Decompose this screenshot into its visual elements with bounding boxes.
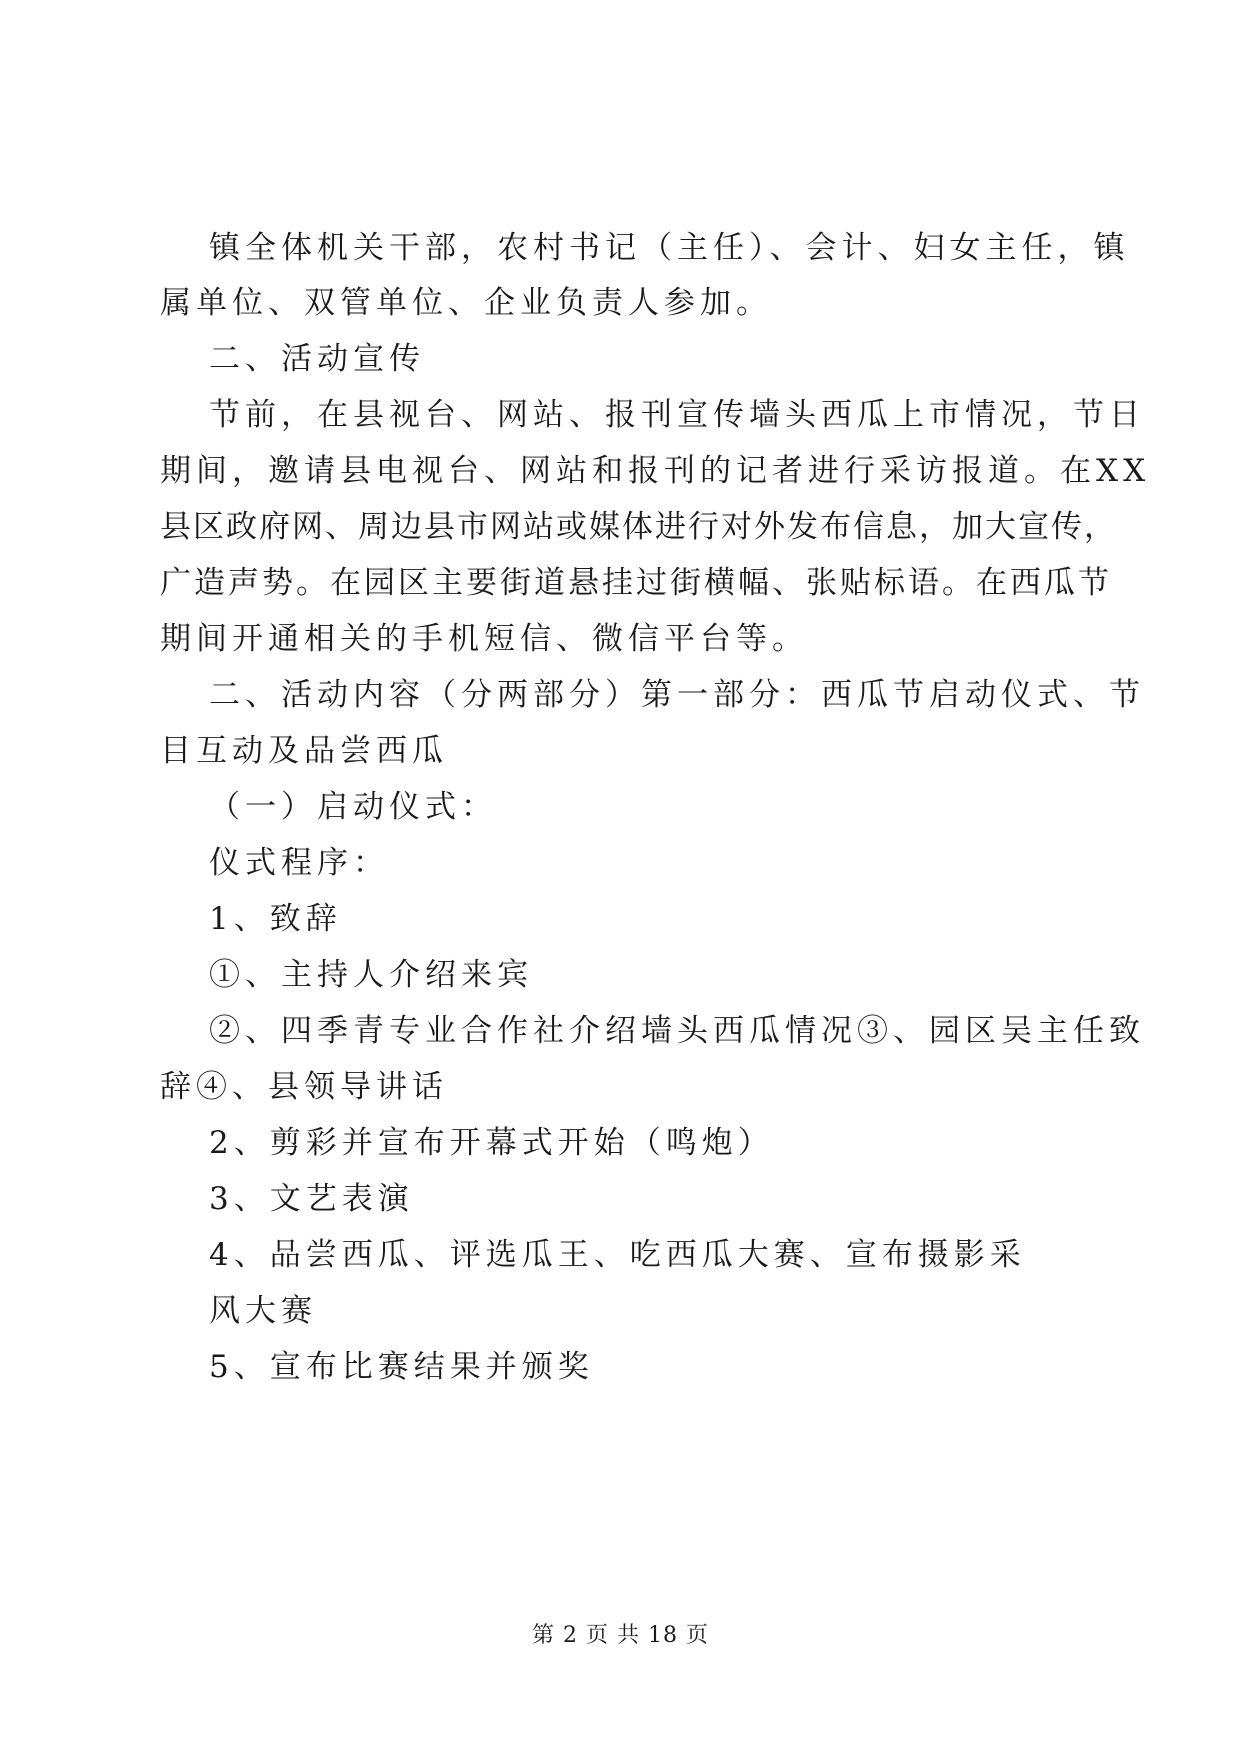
paragraph-line: 目互动及品尝西瓜 <box>160 733 448 769</box>
paragraph-line: 期间开通相关的手机短信、微信平台等。 <box>160 621 808 657</box>
paragraph-line: 县区政府网、周边县市网站或媒体进行对外发布信息，加大宣传， <box>160 509 1117 545</box>
paragraph-line: 节前，在县视台、网站、报刊宣传墙头西瓜上市情况，节日 <box>209 397 1145 433</box>
list-item: 风大赛 <box>209 1293 317 1329</box>
paragraph-line: 广造声势。在园区主要街道悬挂过街横幅、张贴标语。在西瓜节 <box>160 565 1112 601</box>
section-heading: 二、活动宣传 <box>209 341 425 377</box>
list-item: 4、品尝西瓜、评选瓜王、吃西瓜大赛、宣布摄影采 <box>209 1237 1026 1273</box>
paragraph-line: 属单位、双管单位、企业负责人参加。 <box>160 285 772 321</box>
subsection-heading: （一）启动仪式： <box>209 789 497 825</box>
list-item: ①、主持人介绍来宾 <box>209 957 533 993</box>
section-heading: 二、活动内容（分两部分）第一部分：西瓜节启动仪式、节 <box>209 677 1145 713</box>
list-item: 2、剪彩并宣布开幕式开始（鸣炮） <box>209 1125 774 1161</box>
list-item: 1、致辞 <box>209 901 342 937</box>
list-item: 辞④、县领导讲话 <box>160 1069 448 1105</box>
list-item: 5、宣布比赛结果并颁奖 <box>209 1349 594 1385</box>
paragraph-line: 仪式程序： <box>209 845 389 881</box>
page-number-footer: 第 2 页 共 18 页 <box>532 1623 709 1648</box>
paragraph-line: 期间，邀请县电视台、网站和报刊的记者进行采访报道。在XX <box>160 453 1151 489</box>
paragraph-line: 镇全体机关干部，农村书记（主任）、会计、妇女主任，镇 <box>209 230 1130 266</box>
list-item: 3、文艺表演 <box>209 1181 414 1217</box>
list-item: ②、四季青专业合作社介绍墙头西瓜情况③、园区吴主任致 <box>209 1013 1145 1049</box>
